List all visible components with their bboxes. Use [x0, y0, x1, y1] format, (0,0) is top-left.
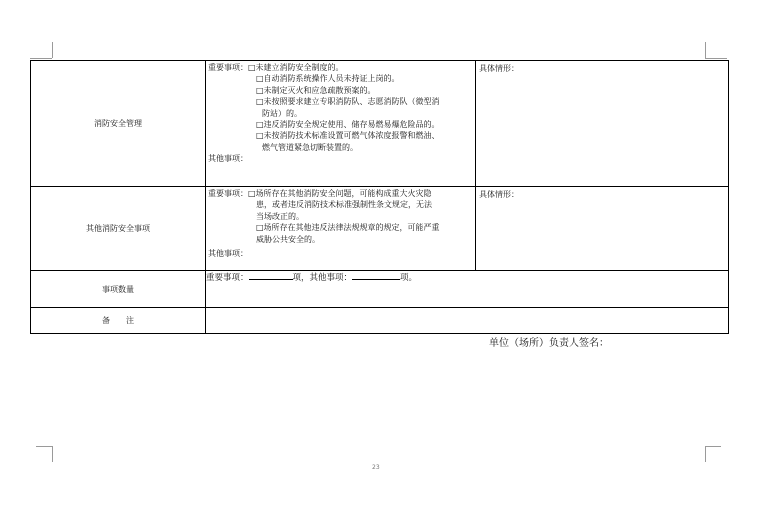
other-items-label: 其他事项： — [208, 154, 248, 164]
checkbox-item[interactable]: □违反消防安全规定使用、储存易燃易爆危险品的。 — [256, 120, 440, 130]
checkbox-item[interactable]: □未按照要求建立专职消防队、志愿消防队（微型消 — [256, 97, 440, 107]
crop-mark-bottom-left-v — [52, 446, 53, 462]
table-row-remarks — [31, 308, 729, 334]
crop-mark-top-right-h — [705, 58, 727, 59]
row-label-item-count: 事项数量 — [31, 271, 206, 308]
important-line — [208, 62, 475, 73]
page-number: 23 — [372, 464, 380, 471]
remarks-cell[interactable] — [206, 308, 729, 334]
crop-mark-bottom-right-v — [705, 446, 706, 462]
table-row-item-count — [31, 271, 729, 308]
count-unit-label: 项。 — [400, 273, 418, 283]
other-count-blank[interactable] — [352, 271, 400, 280]
crop-mark-top-left-v — [52, 42, 53, 58]
checkbox-item[interactable]: □场所存在其他违反法律法规规章的规定，可能严重 — [256, 223, 440, 233]
signature-label: 单位（场所）负责人签名： — [489, 338, 609, 349]
count-important-label: 重要事项： — [206, 273, 249, 283]
checkbox-item-continuation: 当场改正的。 — [256, 211, 304, 221]
checkbox-item[interactable]: □未建立消防安全制度的。 — [248, 63, 344, 72]
crop-mark-top-left-h — [30, 58, 52, 59]
detail-label: 具体情形： — [479, 64, 519, 73]
items-cell-fire-safety-management — [206, 61, 476, 187]
row-label-remarks: 备 注 — [31, 308, 206, 334]
count-other-label: 项，其他事项： — [292, 273, 353, 283]
checkbox-item-continuation: 患，或者违反消防技术标准强制性条文规定，无法 — [256, 200, 432, 210]
crop-mark-bottom-left-h — [36, 446, 52, 447]
item-count-cell — [206, 271, 729, 308]
crop-mark-top-right-v — [705, 42, 706, 58]
important-prefix: 重要事项： — [208, 189, 248, 198]
row-label-other-fire-safety: 其他消防安全事项 — [31, 187, 206, 271]
checkbox-item-continuation: 燃气管道紧急切断装置的。 — [262, 142, 358, 152]
important-line — [208, 188, 475, 199]
other-items-label: 其他事项： — [208, 249, 248, 259]
checkbox-item[interactable]: □未制定灭火和应急疏散预案的。 — [256, 85, 376, 95]
checkbox-item-continuation: 威胁公共安全的。 — [256, 234, 320, 244]
checkbox-item[interactable]: □自动消防系统操作人员未持证上岗的。 — [256, 74, 400, 84]
table-row-other-fire-safety — [31, 187, 729, 271]
crop-mark-bottom-right-h — [705, 446, 721, 447]
checkbox-item[interactable]: □未按消防技术标准设置可燃气体浓度报警和燃油、 — [256, 131, 440, 141]
important-count-blank[interactable] — [249, 271, 293, 280]
checkbox-item[interactable]: □场所存在其他消防安全问题，可能构成重大火灾隐 — [248, 189, 432, 198]
items-cell-other-fire-safety — [206, 187, 476, 271]
row-label-fire-safety-management: 消防安全管理 — [31, 61, 206, 187]
detail-cell-fire-safety-management[interactable] — [476, 61, 729, 187]
important-prefix: 重要事项： — [208, 63, 248, 72]
checkbox-item-continuation: 防站）的。 — [262, 108, 302, 118]
detail-cell-other-fire-safety[interactable] — [476, 187, 729, 271]
table-row-fire-safety-management — [31, 61, 729, 187]
inspection-form-table — [30, 60, 729, 334]
detail-label: 具体情形： — [479, 190, 519, 199]
